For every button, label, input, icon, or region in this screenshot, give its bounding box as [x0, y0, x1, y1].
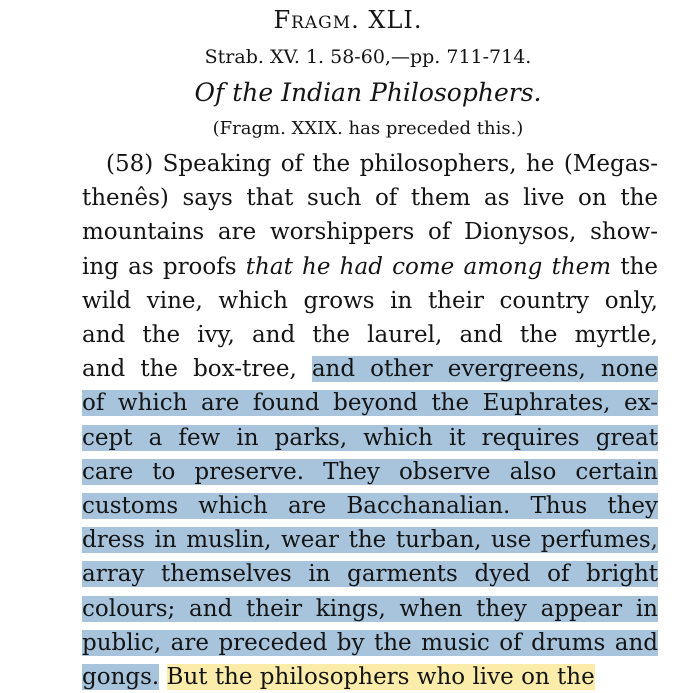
highlight-blue: dress in muslin, wear the turban, use perfumes, — [82, 527, 658, 554]
text-segment: wild vine, which grows in their country only, — [82, 287, 658, 314]
italic-text: that he had come among them — [245, 253, 612, 280]
highlight-blue: customs which are Bacchanalian. Thus they — [82, 493, 658, 519]
text-line — [82, 524, 658, 556]
section-subtitle: Of the Indian Philosophers. — [194, 78, 542, 107]
text-line — [82, 422, 658, 454]
highlight-yellow: But the philosophers who live on the — [166, 664, 595, 690]
highlight-blue: gongs. — [82, 664, 160, 690]
text-line — [82, 558, 658, 590]
text-line — [82, 182, 658, 214]
preceding-note: (Fragm. XXIX. has preceded this.) — [212, 118, 524, 139]
text-line — [82, 251, 658, 283]
text-line — [82, 490, 658, 522]
highlight-blue: care to preserve. They observe also certain — [82, 458, 658, 485]
text-segment: and the ivy, and the laurel, and the myrtle, — [82, 322, 658, 348]
text-line — [82, 387, 658, 419]
text-line — [82, 456, 658, 488]
highlight-blue: of which are found beyond the Euphrates, ex- — [82, 390, 658, 417]
fragment-title: Fragm. XLI. — [273, 6, 423, 34]
text-line — [106, 148, 658, 180]
text-line — [82, 593, 658, 625]
text-line — [82, 353, 658, 385]
text-segment — [159, 664, 166, 690]
text-line — [82, 216, 658, 248]
text-line — [82, 627, 658, 659]
text-segment: and the box-tree, — [82, 356, 312, 383]
text-line — [82, 661, 658, 693]
text-segment: mountains are worshippers of Dionysos, show- — [82, 219, 658, 246]
highlight-blue: colours; and their kings, when they appear in — [82, 595, 658, 622]
highlight-blue: cept a few in parks, which it requires great — [82, 424, 658, 451]
text-segment: (58) Speaking of the philosophers, he (Megas- — [106, 151, 658, 177]
text-line — [82, 285, 658, 317]
highlight-blue: public, are preceded by the music of drums and — [82, 629, 658, 656]
highlight-blue: and other evergreens, none — [311, 356, 659, 383]
text-segment: the — [611, 253, 658, 280]
highlight-blue: array themselves in garments dyed of bright — [82, 561, 658, 588]
text-line — [82, 319, 658, 351]
text-segment: ing as proofs — [82, 253, 246, 280]
text-segment: thenês) says that such of them as live on the — [82, 185, 658, 212]
source-reference: Strab. XV. 1. 58-60,—pp. 711-714. — [204, 46, 532, 68]
